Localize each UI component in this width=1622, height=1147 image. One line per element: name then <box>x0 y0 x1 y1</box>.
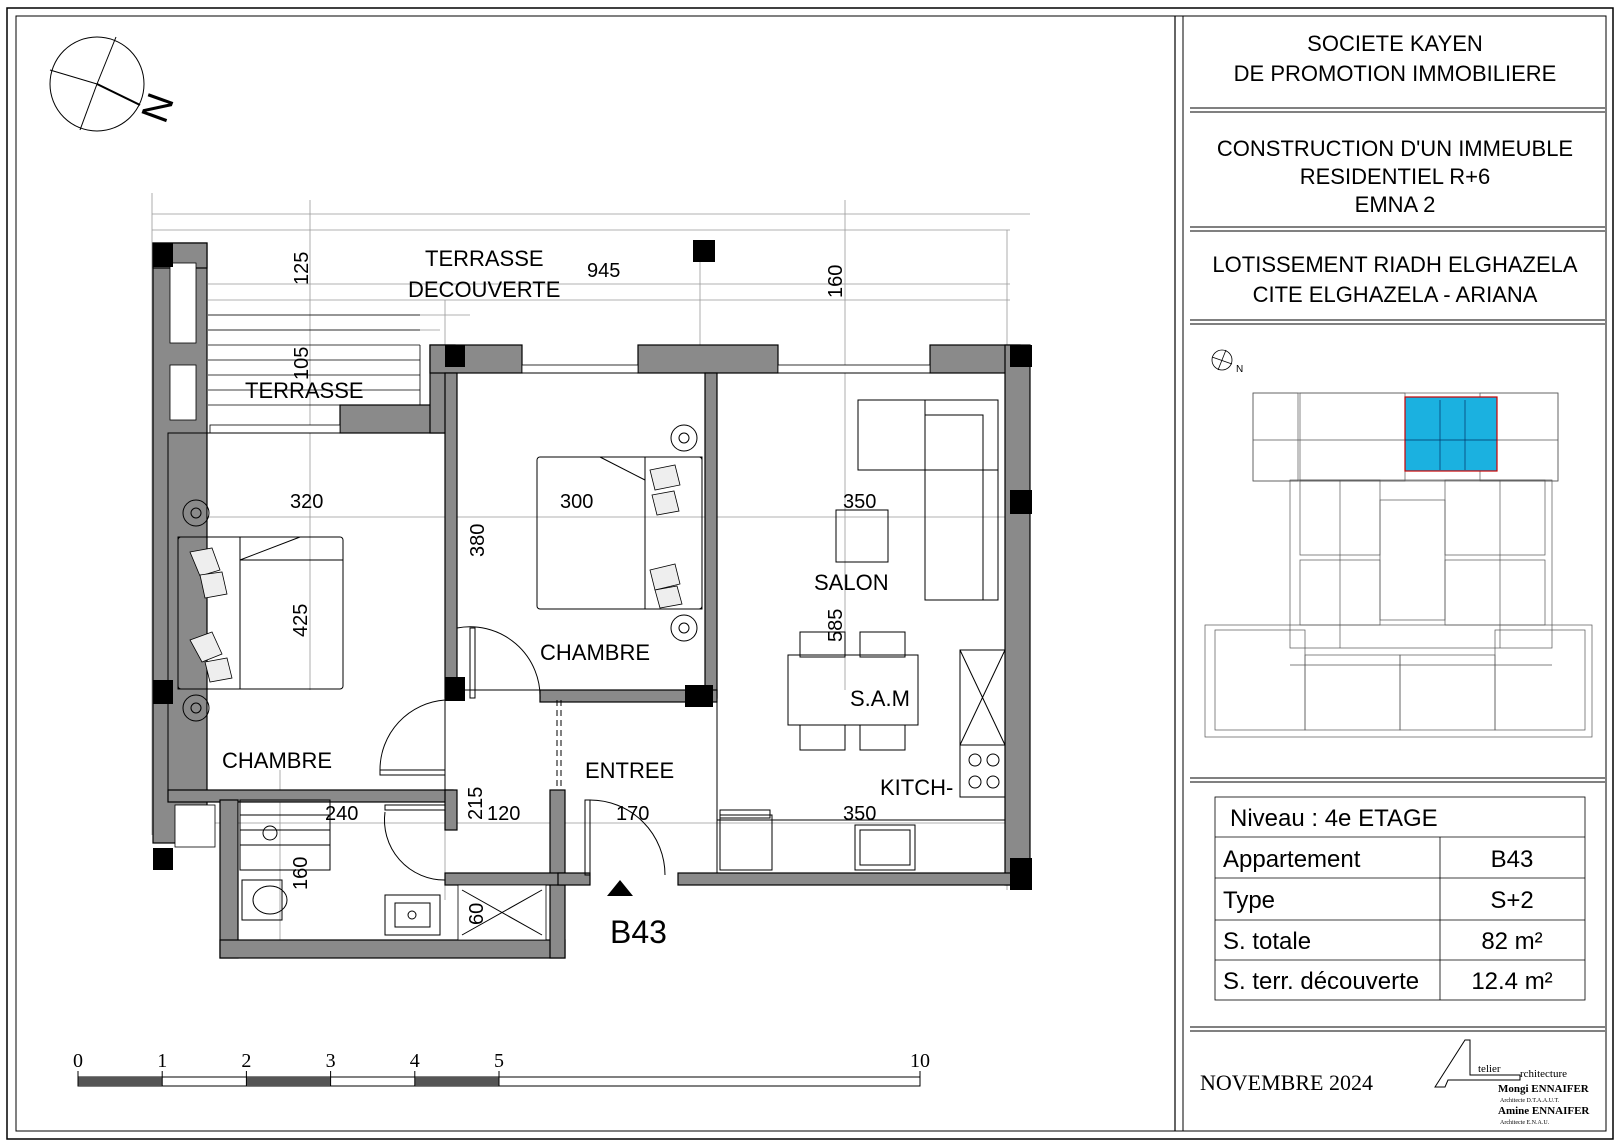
level-label: Niveau : 4e ETAGE <box>1230 805 1438 832</box>
info-row-value: 82 m² <box>1481 928 1543 955</box>
label-terrasse: TERRASSE <box>245 378 364 403</box>
info-row-label: S. terr. découverte <box>1223 968 1420 995</box>
dim-240: 240 <box>325 803 359 825</box>
project-line-1: CONSTRUCTION D'UN IMMEUBLE <box>1216 136 1574 161</box>
info-row-value: B43 <box>1490 846 1534 873</box>
dim-105: 105 <box>291 346 313 380</box>
dim-170: 170 <box>616 803 650 825</box>
label-entree: ENTREE <box>585 758 675 783</box>
dim-160-bottom: 160 <box>290 856 312 890</box>
label-chambre-1: CHAMBRE <box>222 748 333 773</box>
dim-160-top: 160 <box>825 264 847 298</box>
dim-350-top: 350 <box>843 491 877 513</box>
location-line-2: CITE ELGHAZELA - ARIANA <box>1252 282 1538 307</box>
mini-north-arrow <box>1212 350 1243 375</box>
dim-215: 215 <box>465 786 487 820</box>
label-terrasse-decouverte-1: TERRASSE <box>425 246 544 271</box>
logo-line-2: rchitecture <box>1520 1068 1568 1080</box>
scale-bar-label: 2 <box>241 1050 252 1072</box>
title-block <box>1190 31 1605 1126</box>
scale-bar-label: 3 <box>325 1050 336 1072</box>
logo-line-3: Mongi ENNAIFER <box>1498 1083 1589 1095</box>
dim-945: 945 <box>587 260 621 282</box>
company-line-2: DE PROMOTION IMMOBILIERE <box>1233 61 1557 86</box>
mini-north-label: N <box>1236 364 1244 375</box>
north-label: N <box>133 87 183 129</box>
scale-bar <box>73 1050 930 1086</box>
dim-350-bottom: 350 <box>843 803 877 825</box>
scale-bar-segment <box>246 1077 330 1086</box>
info-row-value: S+2 <box>1490 887 1534 914</box>
dim-320: 320 <box>290 491 324 513</box>
info-row-label: Type <box>1223 887 1276 914</box>
dim-120: 120 <box>487 803 521 825</box>
architect-logo <box>1435 1040 1590 1126</box>
key-plan <box>1205 393 1592 737</box>
label-chambre-2: CHAMBRE <box>540 640 651 665</box>
dim-60: 60 <box>466 902 488 925</box>
scale-bar-label: 5 <box>494 1050 504 1072</box>
dim-425: 425 <box>290 603 312 637</box>
label-salon: SALON <box>814 570 889 595</box>
key-plan-highlight <box>1405 397 1497 471</box>
info-row-label: Appartement <box>1223 846 1361 873</box>
logo-line-6: Architecte E.N.A.U. <box>1500 1120 1550 1126</box>
label-terrasse-decouverte-2: DECOUVERTE <box>408 277 561 302</box>
north-arrow <box>50 37 183 131</box>
scale-bar-label: 4 <box>409 1050 420 1072</box>
label-kitchen: KITCH- <box>880 775 954 800</box>
company-line-1: SOCIETE KAYEN <box>1307 31 1483 56</box>
scale-bar-label: 0 <box>73 1050 83 1072</box>
scale-bar-segment <box>415 1077 499 1086</box>
info-row-value: 12.4 m² <box>1471 968 1553 995</box>
apartment-tag: B43 <box>610 914 667 950</box>
scale-bar-label: 1 <box>157 1050 168 1072</box>
project-line-3: EMNA 2 <box>1354 192 1436 217</box>
logo-line-1: telier <box>1478 1063 1501 1075</box>
info-row-label: S. totale <box>1223 928 1312 955</box>
dim-300: 300 <box>560 491 594 513</box>
dim-125: 125 <box>291 251 313 285</box>
location-line-1: LOTISSEMENT RIADH ELGHAZELA <box>1212 252 1578 277</box>
dim-585: 585 <box>825 608 847 642</box>
project-line-2: RESIDENTIEL R+6 <box>1299 164 1491 189</box>
floor-plan <box>152 193 1032 958</box>
dim-380: 380 <box>467 523 489 557</box>
drawing-date: NOVEMBRE 2024 <box>1200 1070 1373 1095</box>
logo-line-4: Architecte D.T.A.A.U.T. <box>1500 1098 1560 1104</box>
logo-line-5: Amine ENNAIFER <box>1498 1105 1590 1117</box>
scale-bar-label: 10 <box>910 1050 930 1072</box>
scale-bar-segment <box>78 1077 162 1086</box>
label-sam: S.A.M <box>850 686 910 711</box>
